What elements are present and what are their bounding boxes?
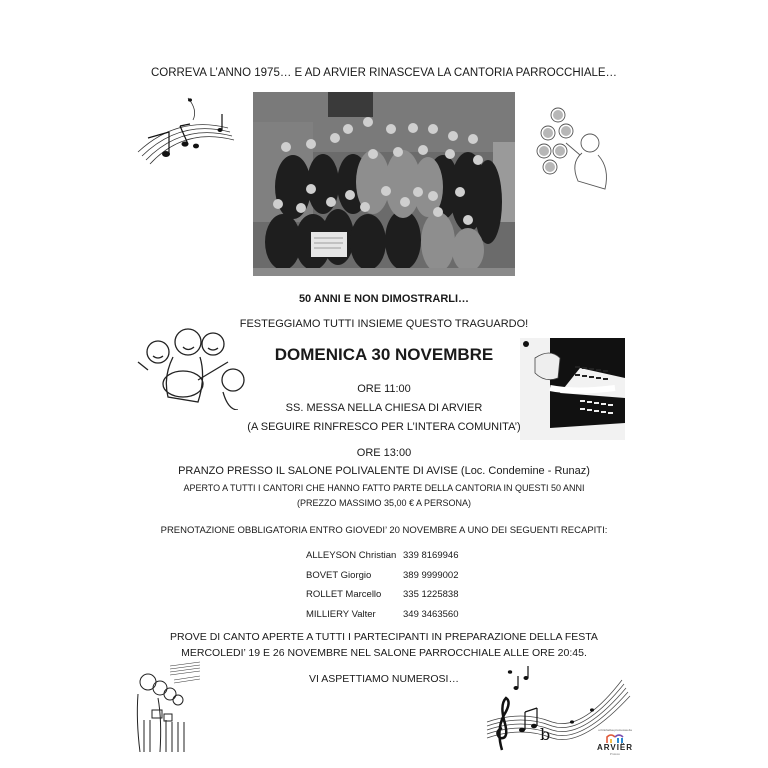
contact-row <box>306 546 483 566</box>
lunch-venue: PRANZO PRESSO IL SALONE POLIVALENTE DI AVISE (Loc. Condemine - Runaz) <box>178 465 590 477</box>
lunch-price: (PREZZO MASSIMO 35,00 € A PERSONA) <box>296 498 472 508</box>
proloco-arvier-logo <box>590 728 640 764</box>
choir-group-photo <box>253 92 515 276</box>
logo-house-icon <box>605 733 625 743</box>
logo-caption: un'iniziativa promossa da <box>598 728 632 732</box>
closing-line: VI ASPETTIAMO NUMEROSI… <box>309 673 459 685</box>
contact-name: MILLIERY Valter <box>306 608 376 620</box>
contact-list <box>306 546 483 624</box>
mass-time: ORE 11:00 <box>357 383 411 395</box>
mass-refreshment-line: (A SEGUIRE RINFRESCO PER L’INTERA COMUNITA’) <box>247 421 521 433</box>
contact-name: ROLLET Marcello <box>306 589 382 601</box>
celebrate-line: FESTEGGIAMO TUTTI INSIEME QUESTO TRAGUARDO! <box>239 318 529 330</box>
logo-name: ARVIËR <box>596 743 634 752</box>
lunch-open-to: APERTO A TUTTI I CANTORI CHE HANNO FATTO PARTE DELLA CANTORIA IN QUESTI 50 ANNI <box>183 483 585 493</box>
contact-row <box>306 566 483 586</box>
rehearsal-line-2: MERCOLEDI’ 19 E 26 NOVEMBRE NEL SALONE PARROCCHIALE ALLE ORE 20:45. <box>181 647 587 659</box>
choir-conductor-icon <box>530 103 615 193</box>
title-line: CORREVA L’ANNO 1975… E AD ARVIER RINASCEVA LA CANTORIA PARROCCHIALE… <box>150 67 618 79</box>
contact-name: BOVET Giorgio <box>306 569 372 581</box>
rehearsal-line-1: PROVE DI CANTO APERTE A TUTTI I PARTECIPANTI IN PREPARAZIONE DELLA FESTA <box>170 631 598 643</box>
svg-text:b: b <box>540 725 551 744</box>
logo-sub: Proloco <box>609 752 621 756</box>
contact-row <box>306 605 483 625</box>
family-singing-guitar-icon <box>128 322 253 410</box>
music-notes-icon <box>128 90 248 170</box>
choir-singers-icon <box>130 660 202 756</box>
contact-phone: 339 8169946 <box>403 550 459 562</box>
booking-notice: PRENOTAZIONE OBBLIGATORIA ENTRO GIOVEDI’ 20 NOVEMBRE A UNO DEI SEGUENTI RECAPITI: <box>160 525 608 536</box>
event-date: DOMENICA 30 NOVEMBRE <box>274 345 494 364</box>
anniversary-heading: 50 ANNI E NON DIMOSTRARLI… <box>298 293 470 305</box>
contact-name: ALLEYSON Christian <box>306 550 397 562</box>
contact-row <box>306 585 483 605</box>
contact-phone: 389 9999002 <box>403 569 459 581</box>
mass-line: SS. MESSA NELLA CHIESA DI ARVIER <box>285 402 483 414</box>
contact-phone: 349 3463560 <box>403 608 459 620</box>
lunch-time: ORE 13:00 <box>356 447 412 459</box>
contact-phone: 335 1225838 <box>403 589 459 601</box>
